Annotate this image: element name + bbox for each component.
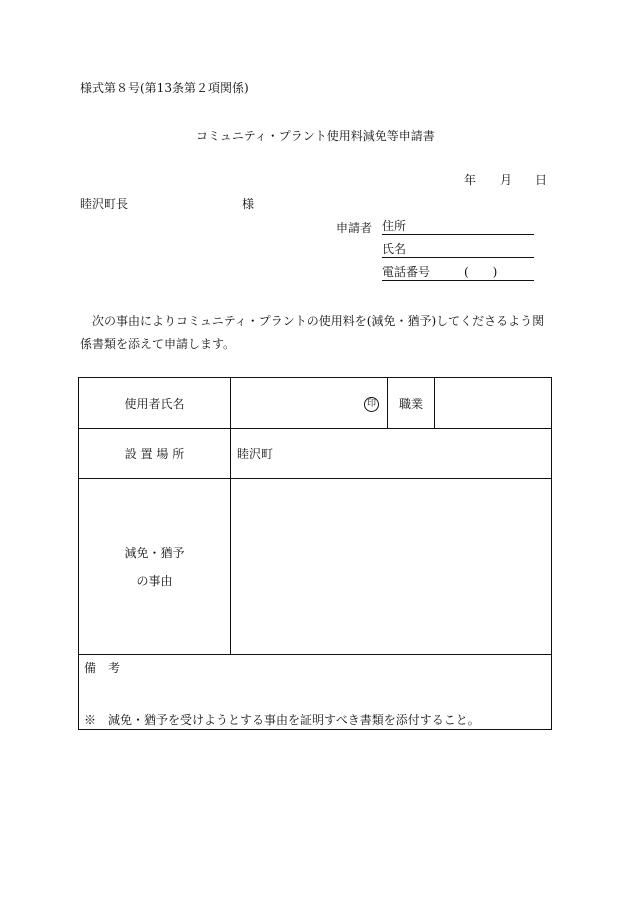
user-name-label: 使用者氏名 — [124, 396, 185, 411]
addressee: 睦沢町長 — [80, 197, 129, 211]
occupation-label: 職業 — [398, 396, 423, 411]
user-name-input-cell[interactable] — [231, 378, 388, 429]
seal-mark: 印 — [364, 397, 379, 412]
form-number: 様式第８号(第13条第２項関係) — [80, 81, 249, 95]
date-year-label: 年 — [464, 173, 477, 187]
remarks-row — [79, 655, 552, 730]
phone-label: 電話番号 — [382, 265, 431, 279]
reason-label-line2: の事由 — [136, 573, 173, 588]
date-day-label: 日 — [535, 173, 548, 187]
honorific: 様 — [242, 197, 255, 211]
name-label: 氏名 — [382, 242, 407, 256]
applicant-label: 申請者 — [336, 221, 373, 235]
reason-label-cell — [79, 479, 231, 655]
attachment-note: ※ 減免・猶予を受けようとする事由を証明すべき書類を添付すること。 — [84, 713, 480, 727]
reason-input-cell[interactable] — [231, 479, 552, 655]
location-label-cell — [79, 429, 231, 479]
phone-parens: ( ) — [464, 265, 498, 279]
address-field[interactable] — [382, 220, 534, 235]
location-input-cell[interactable] — [231, 429, 552, 479]
phone-field[interactable] — [382, 266, 534, 281]
application-statement: 次の事由によりコミュニティ・プラントの使用料を(減免・猶予)してくださるよう関係書類を添えて申請します。 — [80, 314, 545, 351]
location-value: 睦沢町 — [237, 447, 274, 461]
location-label: 設 置 場 所 — [124, 447, 185, 461]
name-field[interactable] — [382, 243, 534, 258]
reason-label-line1: 減免・猶予 — [124, 545, 185, 560]
date-month-label: 月 — [500, 173, 513, 187]
occupation-input-cell[interactable] — [435, 378, 552, 429]
address-label: 住所 — [382, 219, 407, 233]
occupation-label-cell — [388, 378, 435, 429]
remarks-label: 備 考 — [84, 661, 121, 675]
document-title: コミュニティ・プラント使用料減免等申請書 — [196, 129, 435, 143]
application-table — [78, 377, 552, 730]
remarks-cell — [79, 655, 552, 730]
user-name-label-cell — [79, 378, 231, 429]
reason-row — [79, 479, 552, 655]
location-row — [79, 429, 552, 479]
user-name-row — [79, 378, 552, 429]
